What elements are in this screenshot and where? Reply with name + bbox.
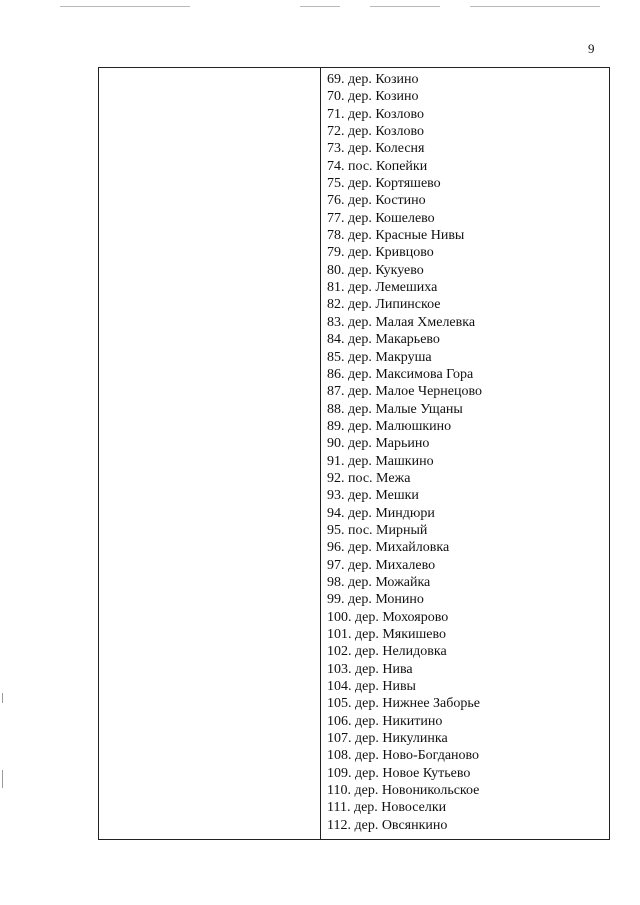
page-number: 9	[588, 41, 595, 56]
table-left-cell	[99, 68, 321, 839]
list-item: 81. дер. Лемешиха	[327, 280, 438, 296]
list-item: 91. дер. Машкино	[327, 453, 434, 469]
settlement-list	[327, 71, 609, 834]
margin-mark	[2, 770, 3, 788]
list-item: 72. дер. Козлово	[327, 124, 425, 140]
list-item: 98. дер. Можайка	[327, 574, 431, 590]
list-item: 99. дер. Монино	[327, 592, 424, 608]
list-item: 79. дер. Кривцово	[327, 245, 434, 261]
list-item: 92. пос. Межа	[327, 470, 411, 486]
list-item: 69. дер. Козино	[327, 72, 419, 87]
list-item: 112. дер. Овсянкино	[327, 817, 448, 833]
table-right-cell	[321, 68, 609, 839]
list-item: 101. дер. Мякишево	[327, 627, 447, 642]
list-item: 108. дер. Ново-Богданово	[327, 748, 480, 764]
list-item: 103. дер. Нива	[327, 661, 413, 677]
list-item: 77. дер. Кошелево	[327, 210, 435, 226]
list-item: 78. дер. Красные Нивы	[327, 228, 465, 244]
scan-artifact-line	[470, 6, 600, 7]
list-item: 85. дер. Макруша	[327, 349, 432, 365]
list-item: 71. дер. Козлово	[327, 106, 425, 122]
list-item: 105. дер. Нижнее Заборье	[327, 696, 480, 712]
list-item: 76. дер. Костино	[327, 193, 426, 209]
list-item: 88. дер. Малые Ущаны	[327, 401, 463, 417]
list-item: 89. дер. Малюшкино	[327, 418, 452, 434]
list-item: 100. дер. Мохоярово	[327, 609, 449, 625]
list-item: 86. дер. Максимова Гора	[327, 366, 474, 382]
list-item: 75. дер. Кортяшево	[327, 176, 441, 192]
list-item: 96. дер. Михайловка	[327, 540, 450, 556]
list-item: 90. дер. Марьино	[327, 436, 430, 452]
margin-mark	[2, 693, 3, 703]
list-item: 93. дер. Мешки	[327, 488, 419, 504]
list-item: 107. дер. Никулинка	[327, 731, 448, 747]
list-item: 80. дер. Кукуево	[327, 262, 424, 278]
list-item: 94. дер. Миндюри	[327, 505, 435, 521]
scan-artifact-line	[60, 6, 190, 7]
list-item: 74. пос. Копейки	[327, 158, 428, 174]
list-item: 109. дер. Новое Кутьево	[327, 765, 471, 781]
list-item: 111. дер. Новоселки	[327, 800, 447, 816]
list-item: 84. дер. Макарьево	[327, 332, 440, 348]
list-item: 106. дер. Никитино	[327, 713, 443, 729]
list-item: 97. дер. Михалево	[327, 557, 436, 573]
settlements-table	[98, 67, 610, 840]
scan-artifact-line	[370, 6, 440, 7]
list-item: 87. дер. Малое Чернецово	[327, 384, 483, 400]
list-item: 102. дер. Нелидовка	[327, 644, 447, 660]
scan-artifact-line	[300, 6, 340, 7]
list-item: 73. дер. Колесня	[327, 141, 425, 157]
list-item: 82. дер. Липинское	[327, 297, 441, 313]
list-item: 110. дер. Новоникольское	[327, 783, 480, 799]
list-item: 104. дер. Нивы	[327, 679, 416, 695]
list-item: 95. пос. Мирный	[327, 522, 428, 538]
list-item: 83. дер. Малая Хмелевка	[327, 314, 476, 330]
list-item: 70. дер. Козино	[327, 89, 419, 105]
